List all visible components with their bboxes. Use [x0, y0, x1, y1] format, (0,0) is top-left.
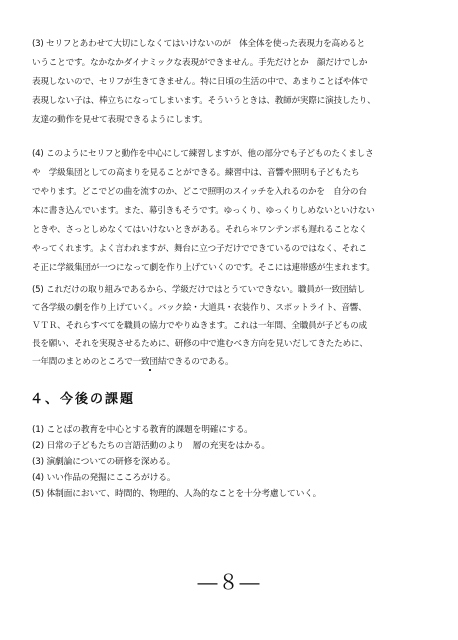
list-item: (2) 日常の子どもたちの言語活動のより 層の充実をはかる。 — [32, 441, 270, 451]
stray-mark — [149, 369, 151, 371]
paragraph-line: て各学級の劇を作り上げていく。バック絵・大道具・衣装作り、スポットライト、音響、 — [32, 303, 367, 313]
paragraph-line: いうことです。なかなかダイナミックな表現ができません。手先だけとか 顔だけでしか — [32, 58, 368, 68]
paragraph-line: (4) このようにセリフと動作を中心にして練習しますが、他の部分でも子どものたくましさ — [32, 149, 374, 159]
paragraph-line: ときや、さっとしめなくてはいけないときがある。それら＊ワンテンポも遅れることなく — [32, 225, 368, 235]
list-item: (1) ことばの教育を中心とする教育的課題を明確にする。 — [32, 425, 253, 435]
list-item: (5) 体制面において、時間的、物理的、人為的なことを十分考慮していく。 — [32, 489, 322, 499]
paragraph-line: 友達の動作を見せて表現できるようにします。 — [32, 115, 208, 125]
paragraph-line: やってくれます。よく言われますが、舞台に立つ子だけでできているのではなく、それこ — [32, 244, 367, 254]
section-heading: ４、今後の課題 — [30, 392, 136, 407]
paragraph-line: 長を願い、それを実現させるために、研修の中で進むべき方向を見いだしてきたために、 — [32, 339, 368, 349]
list-item: (3) 演劇論についての研修を深める。 — [32, 457, 176, 467]
paragraph-line: 一年間のまとめのところで一致団結できるのである。 — [32, 357, 234, 367]
paragraph-line: 表現しない子は、棒立ちになってしまいます。そういうときは、教師が実際に演技したり、 — [32, 96, 376, 106]
paragraph-line: そ正に学級集団が一つになって劇を作り上げていくのです。そこには連帯感が生まれます。 — [32, 263, 375, 273]
list-item: (4) いい作品の発掘にこころがける。 — [32, 473, 176, 483]
paragraph-line: 表現しないので、セリフが生きてきません。特に日頃の生活の中で、あまりことばや体で — [32, 77, 368, 87]
paragraph-line: や 学級集団としての高まりを見ることができる。練習中は、音響や照明も子どもたち — [32, 168, 360, 178]
paragraph-line: ＶＴＲ、それらすべてを職員の協力でやりぬきます。これは一年間、全職員が子どもの成 — [32, 321, 367, 331]
paragraph-line: でやります。どこでどの曲を流すのか、どこで照明のスイッチを入れるのかを 自分の台 — [32, 187, 367, 197]
paragraph-line: (5) これだけの取り組みであるから、学級だけではとうていできない。職員が一致団結し — [32, 285, 366, 295]
paragraph-line: (3) セリフとあわせて大切にしなくてはいけないのが 体全体を使った表現力を高めると — [32, 39, 366, 49]
paragraph-line: 本に書き込んでいます。また、幕引きもそうです。ゆっくり、ゆっくりしめないといけない — [32, 206, 375, 216]
page-number: ―８― — [197, 570, 261, 594]
